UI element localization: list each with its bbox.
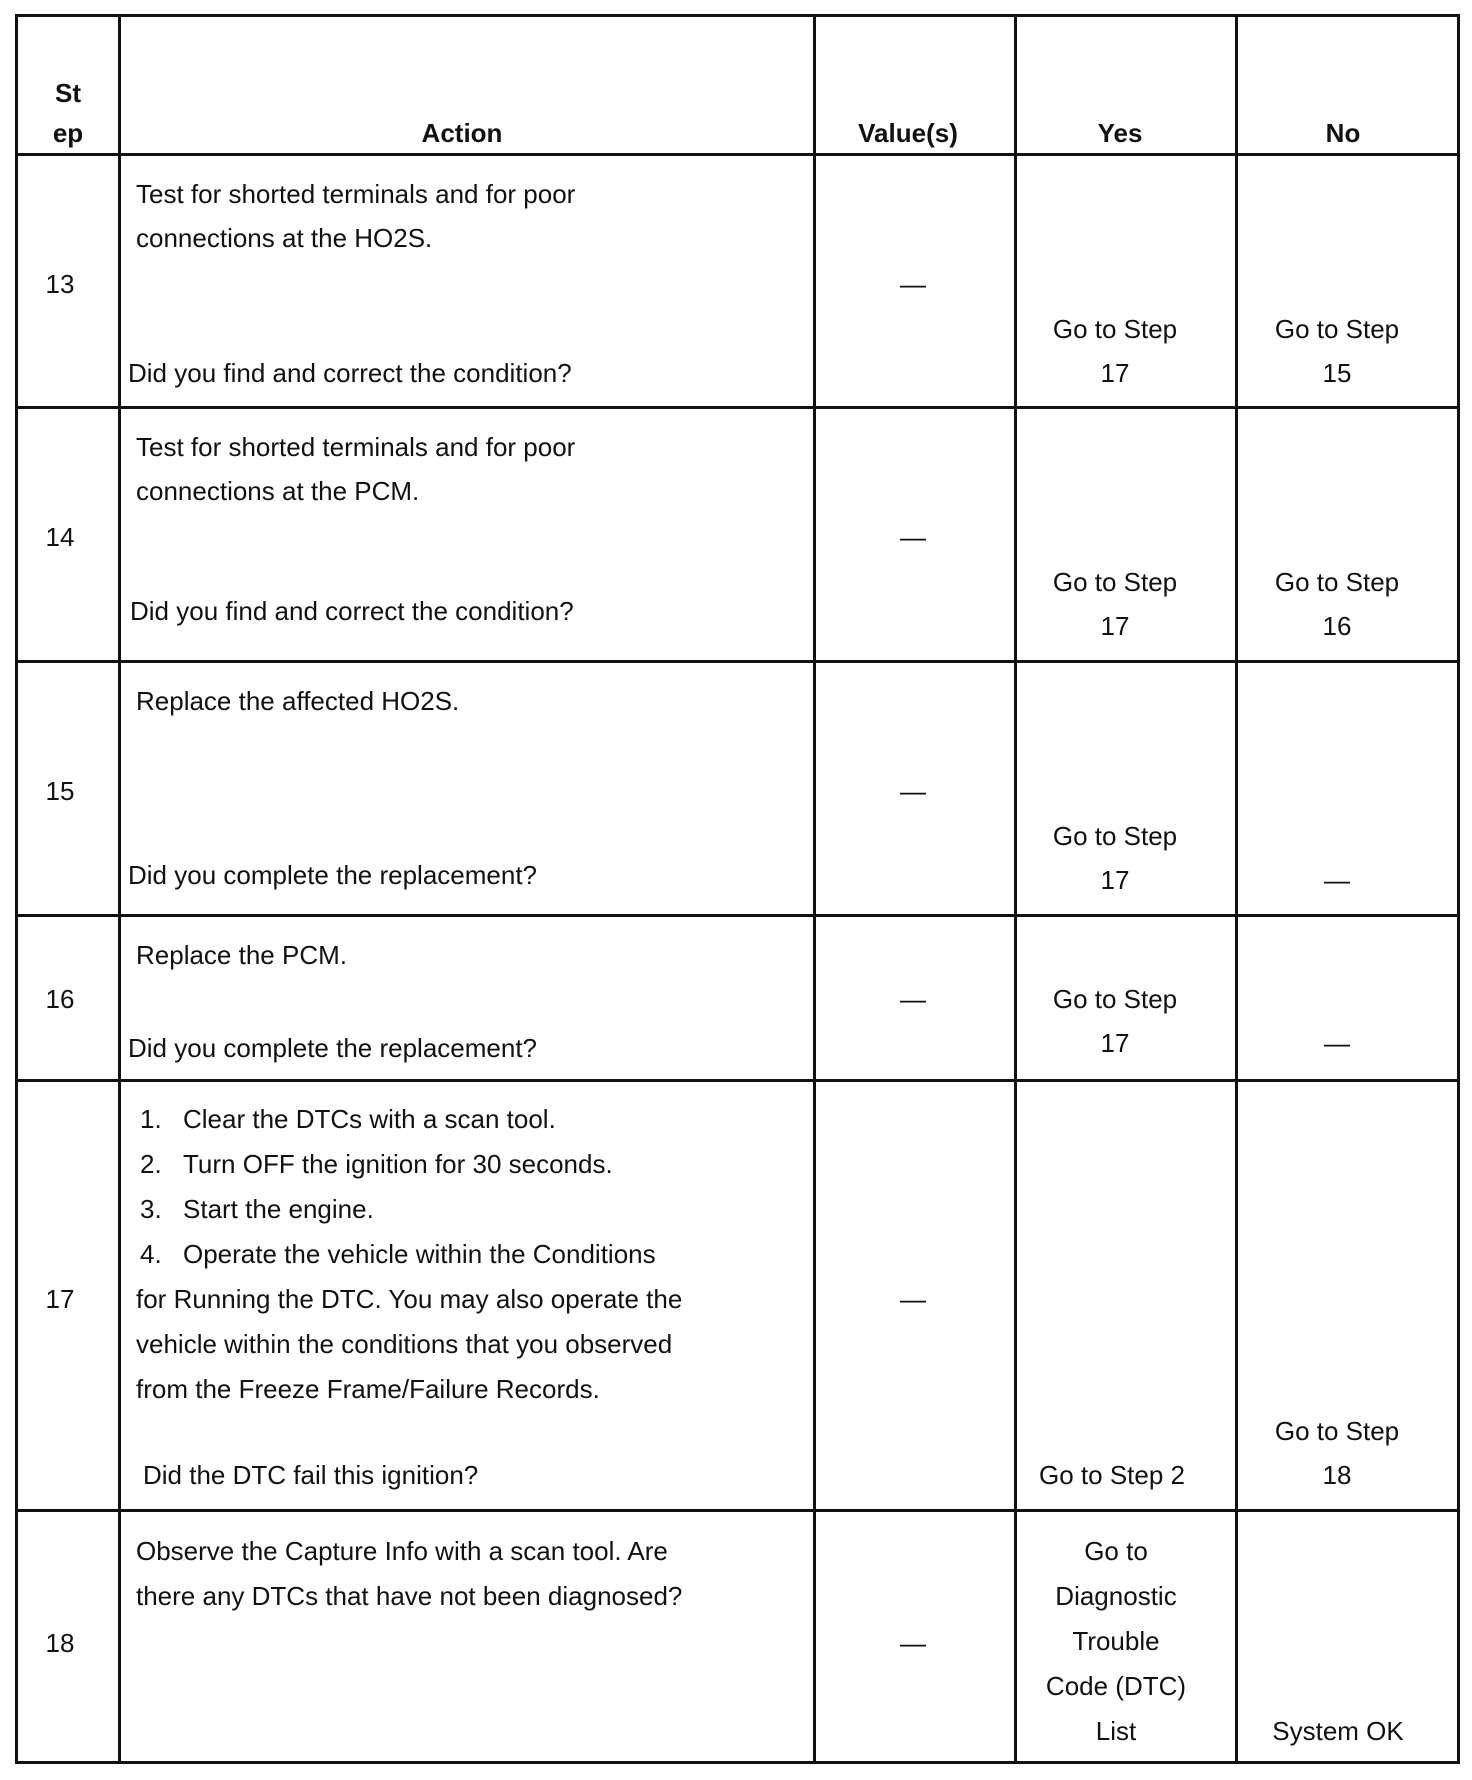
yes-link[interactable]: Go to Step xyxy=(1052,314,1178,344)
list-number: 2. xyxy=(140,1149,162,1179)
row-divider xyxy=(18,914,1457,917)
yes-link[interactable]: List xyxy=(1095,1716,1137,1746)
list-number: 3. xyxy=(140,1194,162,1224)
row-divider xyxy=(18,1509,1457,1512)
value-dash: — xyxy=(900,984,926,1014)
header-yes: Yes xyxy=(1097,118,1143,148)
action-question: Did the DTC fail this ignition? xyxy=(143,1460,479,1490)
yes-link[interactable]: Diagnostic xyxy=(1055,1581,1177,1611)
yes-link[interactable]: Go to xyxy=(1084,1536,1148,1566)
value-dash: — xyxy=(900,776,926,806)
no-link[interactable]: Go to Step xyxy=(1274,567,1400,597)
row-divider xyxy=(18,153,1457,156)
yes-link[interactable]: 17 xyxy=(1100,865,1130,895)
no-link[interactable]: Go to Step xyxy=(1274,1416,1400,1446)
action-text: Test for shorted terminals and for poor xyxy=(136,179,576,209)
action-text: vehicle within the conditions that you observed xyxy=(136,1329,673,1359)
column-divider xyxy=(1014,17,1017,1761)
value-dash: — xyxy=(900,522,926,552)
value-dash: — xyxy=(900,1284,926,1314)
step-number: 16 xyxy=(45,984,75,1014)
diagnostic-table xyxy=(15,14,1460,1764)
no-link[interactable]: 16 xyxy=(1322,611,1352,641)
header-values: Value(s) xyxy=(858,118,958,148)
step-number: 13 xyxy=(45,269,75,299)
step-number: 18 xyxy=(45,1628,75,1658)
yes-link[interactable]: 17 xyxy=(1100,358,1130,388)
action-text: there any DTCs that have not been diagnosed? xyxy=(136,1581,683,1611)
header-step-line2: ep xyxy=(52,118,84,148)
row-divider xyxy=(18,406,1457,409)
no-dash: — xyxy=(1324,1028,1350,1058)
list-item: Start the engine. xyxy=(183,1194,374,1224)
action-question: Did you find and correct the condition? xyxy=(128,358,572,388)
action-text: connections at the PCM. xyxy=(136,476,420,506)
list-item: Operate the vehicle within the Conditions xyxy=(183,1239,656,1269)
no-link[interactable]: 15 xyxy=(1322,358,1352,388)
list-item: Turn OFF the ignition for 30 seconds. xyxy=(183,1149,613,1179)
header-action: Action xyxy=(421,118,503,148)
action-text: Test for shorted terminals and for poor xyxy=(136,432,576,462)
header-step-line1: St xyxy=(55,78,81,108)
no-link[interactable]: 18 xyxy=(1322,1460,1352,1490)
yes-link[interactable]: 17 xyxy=(1100,611,1130,641)
no-dash: — xyxy=(1324,865,1350,895)
no-link[interactable]: Go to Step xyxy=(1274,314,1400,344)
yes-link[interactable]: Code (DTC) xyxy=(1045,1671,1187,1701)
action-text: Replace the affected HO2S. xyxy=(136,686,460,716)
yes-link[interactable]: Go to Step xyxy=(1052,821,1178,851)
action-question: Did you complete the replacement? xyxy=(128,860,538,890)
column-divider xyxy=(118,17,121,1761)
column-divider xyxy=(1235,17,1238,1761)
action-text: from the Freeze Frame/Failure Records. xyxy=(136,1374,600,1404)
yes-link[interactable]: Go to Step xyxy=(1052,567,1178,597)
action-text: connections at the HO2S. xyxy=(136,223,433,253)
step-number: 15 xyxy=(45,776,75,806)
no-text: System OK xyxy=(1272,1716,1404,1746)
value-dash: — xyxy=(900,269,926,299)
header-no: No xyxy=(1325,118,1361,148)
yes-link[interactable]: Go to Step 2 xyxy=(1039,1460,1185,1490)
row-divider xyxy=(18,660,1457,663)
action-text: for Running the DTC. You may also operate the xyxy=(136,1284,683,1314)
action-text: Replace the PCM. xyxy=(136,940,347,970)
column-divider xyxy=(813,17,816,1761)
list-number: 4. xyxy=(140,1239,162,1269)
row-divider xyxy=(18,1079,1457,1082)
list-item: Clear the DTCs with a scan tool. xyxy=(183,1104,556,1134)
yes-link[interactable]: 17 xyxy=(1100,1028,1130,1058)
action-text: Observe the Capture Info with a scan tool. Are xyxy=(136,1536,668,1566)
step-number: 14 xyxy=(45,522,75,552)
action-question: Did you complete the replacement? xyxy=(128,1033,538,1063)
value-dash: — xyxy=(900,1628,926,1658)
step-number: 17 xyxy=(45,1284,75,1314)
yes-link[interactable]: Trouble xyxy=(1072,1626,1160,1656)
action-question: Did you find and correct the condition? xyxy=(130,596,574,626)
list-number: 1. xyxy=(140,1104,162,1134)
yes-link[interactable]: Go to Step xyxy=(1052,984,1178,1014)
